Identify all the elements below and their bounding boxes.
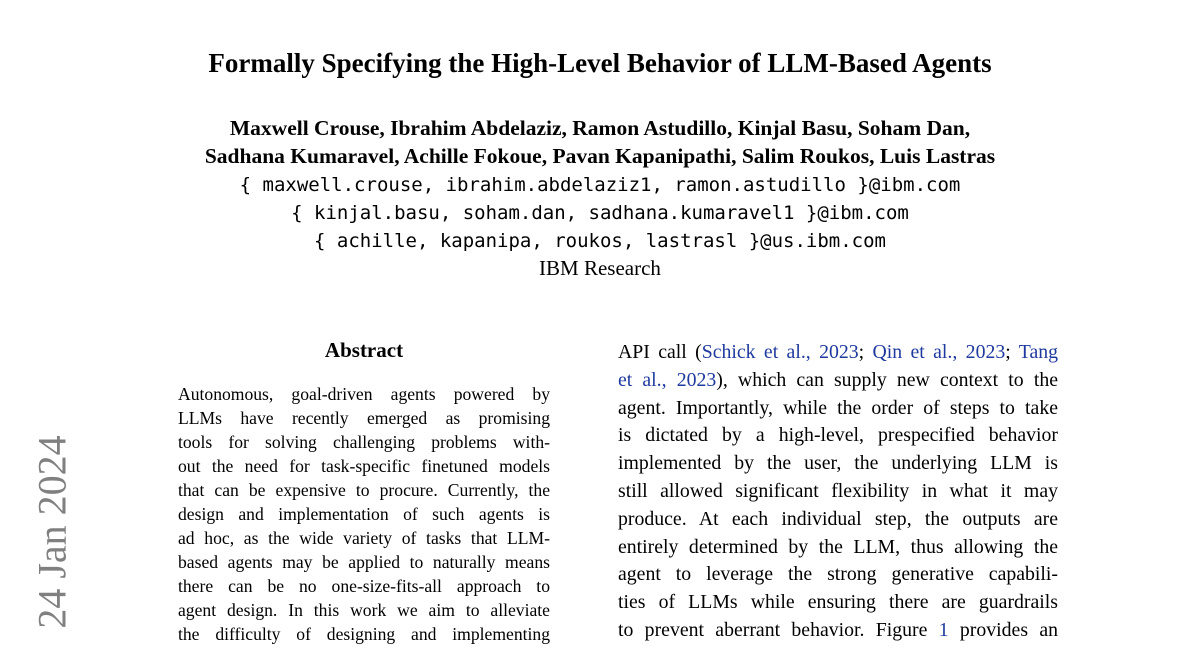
body-line [618, 339, 1058, 367]
body-line: still allowed significant flexibility in what it may [618, 479, 1058, 502]
abstract-heading: Abstract [324, 338, 404, 362]
abstract-line: tools for solving challenging problems with- [178, 432, 550, 452]
abstract-line: the difficulty of designing and implementing [178, 624, 550, 644]
abstract-line: design and implementation of such agents is [178, 504, 550, 524]
body-text: ; [1005, 341, 1019, 363]
email-line: { maxwell.crouse, ibrahim.abdelaziz1, ramon.astudillo }@ibm.com [239, 174, 961, 196]
body-line: entirely determined by the LLM, thus allowing the [618, 535, 1058, 558]
author-line: Sadhana Kumaravel, Achille Fokoue, Pavan Kapanipathi, Salim Roukos, Luis Lastras [204, 144, 996, 168]
arxiv-date-stamp [30, 424, 74, 640]
body-line: ties of LLMs while ensuring there are guardrails [618, 591, 1058, 614]
body-text: ; [858, 341, 873, 363]
body-line: agent to leverage the strong generative capabili- [618, 563, 1058, 586]
abstract-body [178, 382, 550, 646]
abstract-line: Autonomous, goal-driven agents powered by [178, 384, 550, 404]
email-list [0, 171, 1200, 255]
body-line: produce. At each individual step, the outputs are [618, 507, 1058, 530]
abstract-line: out the need for task-specific finetuned models [178, 456, 550, 476]
citation-link[interactable]: Tang [1018, 341, 1059, 363]
body-text: to prevent aberrant behavior. Figure [618, 618, 939, 641]
citation-link[interactable]: Schick et al., 2023 [701, 341, 859, 363]
body-text: ), which can supply new context to the [716, 368, 1058, 391]
body-text: API call ( [618, 341, 702, 363]
body-line [618, 617, 1058, 645]
author-list [0, 114, 1200, 170]
paper-title: Formally Specifying the High-Level Behavior of LLM-Based Agents [208, 48, 992, 78]
figure-ref-link[interactable]: 1 [938, 618, 949, 641]
author-line: Maxwell Crouse, Ibrahim Abdelaziz, Ramon Astudillo, Kinjal Basu, Soham Dan, [229, 116, 971, 140]
citation-link[interactable]: et al., 2023 [618, 368, 717, 391]
affiliation: IBM Research [539, 256, 661, 280]
body-line: implemented by the user, the underlying LLM is [618, 452, 1058, 475]
email-line: { achille, kapanipa, roukos, lastrasl }@us.ibm.com [314, 230, 886, 252]
body-column [618, 339, 1058, 645]
email-line: { kinjal.basu, soham.dan, sadhana.kumaravel1 }@ibm.com [291, 202, 909, 224]
abstract-line: LLMs have recently emerged as promising [178, 408, 550, 428]
abstract-line: there can be no one-size-fits-all approach to [178, 576, 550, 596]
abstract-line: that can be expensive to procure. Currently, the [178, 480, 550, 500]
abstract-line: based agents may be applied to naturally means [178, 552, 550, 572]
body-text: provides an [948, 618, 1058, 641]
arxiv-date-text: 24 Jan 2024 [29, 435, 75, 629]
abstract-line: ad hoc, as the wide variety of tasks that LLM- [178, 528, 550, 548]
abstract-line: agent design. In this work we aim to alleviate [178, 600, 550, 620]
body-line [618, 367, 1058, 395]
body-line: agent. Importantly, while the order of steps to take [618, 396, 1058, 419]
body-line: is dictated by a high-level, prespecified behavior [618, 424, 1058, 447]
citation-link[interactable]: Qin et al., 2023 [872, 341, 1006, 363]
